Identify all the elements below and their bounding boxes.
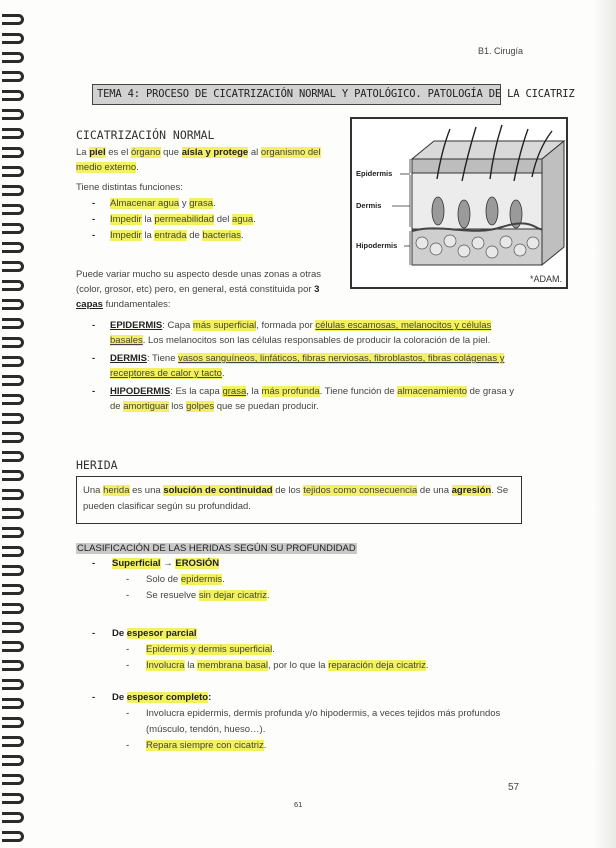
list-item: - Involucra epidermis, dermis profunda y/o hipodermis, a veces tejidos más profundos (músculo, tendón, hueso…). — [126, 706, 522, 738]
functions-list — [92, 196, 256, 244]
topic-title: TEMA 4: PROCESO DE CICATRIZACIÓN NORMAL Y PATOLÓGICO. PATOLOGÍA DE LA CICATRIZ — [92, 84, 501, 105]
list-item: - De espesor completo: - Involucra epidermis, dermis profunda y/o hipodermis, a veces tejidos más profundos (músculo, tendón, hueso…). - Repara siempre con cicatriz. — [92, 690, 522, 754]
binding-ring — [2, 527, 24, 538]
list-item: - Se resuelve sin dejar cicatriz. — [126, 588, 270, 604]
binding-ring — [2, 109, 24, 120]
binding-ring — [2, 90, 24, 101]
class-espesor-parcial — [92, 626, 429, 674]
binding-ring — [2, 584, 24, 595]
label-hipodermis: Hipodermis — [356, 241, 398, 250]
binding-ring — [2, 565, 24, 576]
list-item: - Superficial → EROSIÓN - Solo de epidermis. - Se resuelve sin dejar cicatriz. — [92, 556, 270, 604]
list-item: - Impedir la entrada de bacterias. — [92, 228, 256, 244]
binding-ring — [2, 660, 24, 671]
sheet-number: 61 — [294, 800, 303, 809]
binding-ring — [2, 261, 24, 272]
list-item: - Epidermis y dermis superficial. — [126, 642, 429, 658]
skin-layers-list — [92, 318, 522, 417]
binding-ring — [2, 356, 24, 367]
binding-ring — [2, 71, 24, 82]
list-item: - Almacenar agua y grasa. — [92, 196, 256, 212]
functions-lead: Tiene distintas funciones: — [76, 182, 183, 193]
aspect-paragraph: Puede variar mucho su aspecto desde unas zonas a otras (color, grosor, etc) pero, en general, está constituida por 3 capas fundamentales: — [76, 269, 322, 310]
binding-ring — [2, 299, 24, 310]
section-title-herida: HERIDA — [76, 458, 118, 472]
binding-ring — [2, 793, 24, 804]
binding-ring — [2, 508, 24, 519]
binding-ring — [2, 147, 24, 158]
classification-title: CLASIFICACIÓN DE LAS HERIDAS SEGÚN SU PROFUNDIDAD — [77, 543, 356, 554]
list-item: - Impedir la permeabilidad del agua. — [92, 212, 256, 228]
spiral-binding — [0, 0, 28, 848]
binding-ring — [2, 546, 24, 557]
skin-intro-paragraph: La piel es el órgano que aísla y protege al organismo del medio externo. — [76, 147, 321, 173]
layer-hipodermis: - HIPODERMIS: Es la capa grasa, la más profunda. Tiene función de almacenamiento de grasa y de amortiguar los golpes que se puedan producir. — [92, 384, 522, 414]
binding-ring — [2, 375, 24, 386]
binding-ring — [2, 603, 24, 614]
binding-ring — [2, 831, 24, 842]
skin-layers-figure — [350, 117, 568, 289]
binding-ring — [2, 204, 24, 215]
binding-ring — [2, 774, 24, 785]
binding-ring — [2, 812, 24, 823]
layer-epidermis: - EPIDERMIS: Capa más superficial, formada por células escamosas, melanocitos y células basales. Los melanocitos son las células responsables de producir la coloración de la piel. — [92, 318, 522, 348]
binding-ring — [2, 185, 24, 196]
list-item: - Solo de epidermis. — [126, 572, 270, 588]
list-item: - Involucra la membrana basal, por lo que la reparación deja cicatriz. — [126, 658, 429, 674]
binding-ring — [2, 679, 24, 690]
binding-ring — [2, 736, 24, 747]
binding-ring — [2, 755, 24, 766]
binding-ring — [2, 242, 24, 253]
subject-header: B1. Cirugía — [478, 46, 524, 56]
binding-ring — [2, 223, 24, 234]
binding-ring — [2, 698, 24, 709]
binding-ring — [2, 33, 24, 44]
binding-ring — [2, 14, 24, 25]
page-number: 57 — [508, 782, 520, 793]
binding-ring — [2, 432, 24, 443]
binding-ring — [2, 280, 24, 291]
class-espesor-completo — [92, 690, 522, 754]
section-title-normal: CICATRIZACIÓN NORMAL — [76, 128, 215, 142]
skin-illustration — [352, 119, 566, 287]
binding-ring — [2, 52, 24, 63]
binding-ring — [2, 166, 24, 177]
binding-ring — [2, 470, 24, 481]
binding-ring — [2, 717, 24, 728]
page-edge — [594, 0, 616, 848]
binding-ring — [2, 337, 24, 348]
class-superficial — [92, 556, 270, 604]
binding-ring — [2, 128, 24, 139]
adam-logo: *ADAM. — [529, 274, 562, 284]
binding-ring — [2, 641, 24, 652]
layer-dermis: - DERMIS: Tiene vasos sanguíneos, linfáticos, fibras nerviosas, fibroblastos, fibras colágenas y receptores de calor y tacto. — [92, 351, 522, 381]
binding-ring — [2, 394, 24, 405]
binding-ring — [2, 413, 24, 424]
label-epidermis: Epidermis — [356, 169, 393, 178]
binding-ring — [2, 318, 24, 329]
binding-ring — [2, 622, 24, 633]
list-item: - Repara siempre con cicatriz. — [126, 738, 522, 754]
binding-ring — [2, 489, 24, 500]
herida-definition-box: Una herida es una solución de continuidad de los tejidos como consecuencia de una agresión. Se pueden clasificar según su profundidad. — [76, 476, 522, 524]
binding-ring — [2, 451, 24, 462]
label-dermis: Dermis — [356, 201, 382, 210]
list-item: - De espesor parcial - Epidermis y dermis superficial. - Involucra la membrana basal, por lo que la reparación deja cicatriz. — [92, 626, 429, 674]
